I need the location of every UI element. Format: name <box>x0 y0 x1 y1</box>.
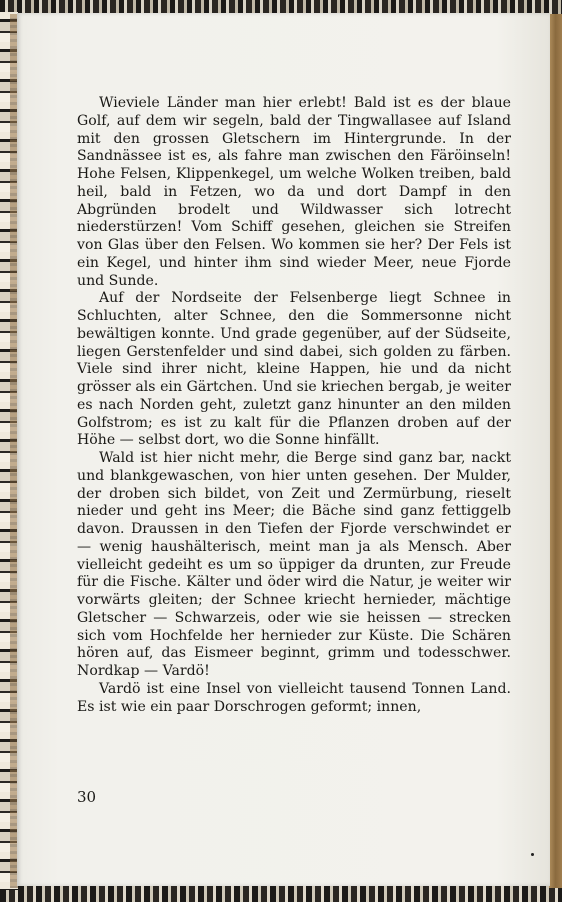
page-edges-right <box>549 14 562 888</box>
paragraph-1: Wieviele Länder man hier erlebt! Bald ist es der blaue Golf, auf dem wir segeln, bald der Tingwallasee auf Island mit den grossen Gletschern im Hintergrunde. In der Sandnässee ist es, als fahre man zwischen den Färöinseln! Hohe Felsen, Klippenkegel, um welche Wolken treiben, bald heil, bald in Fetzen, wo da und dort Dampf in den Abgründen brodelt und Wildwasser sich lotrecht niederstürzen! Vom Schiff gesehen, gleichen sie Streifen von Glas über den Felsen. Wo kommen sie her? Der Fels ist ein Kegel, und hinter ihm sind wieder Meer, neue Fjorde und Sunde. <box>77 95 511 289</box>
paragraph-3: Wald ist hier nicht mehr, die Berge sind ganz bar, nackt und blankgewaschen, von hier unten gesehen. Der Mulder, der droben sich bildet, von Zeit und Zermürbung, rieselt nieder und geht ins Meer; die Bäche sind ganz fettiggelb davon. Draussen in den Tiefen der Fjorde verschwindet er — wenig haushälterisch, meint man ja als Mensch. Aber vielleicht gedeiht es um so üppiger da drunten, zur Freude für die Fische. Kälter und öder wird die Natur, je weiter wir vorwärts gleiten; der Schnee kriecht hernieder, mächtige Gletscher — Schwarzeis, oder wie sie heissen — strecken sich vom Hochfelde her hernieder zur Küste. Die Schären hören auf, das Eismeer beginnt, grimm und todesschwer. Nordkap — Vardö! <box>77 450 511 679</box>
page-number: 30 <box>77 788 97 806</box>
paper-speck <box>531 853 534 856</box>
paragraph-2: Auf der Nordseite der Felsenberge liegt Schnee in Schluchten, alter Schnee, den die Sommersonne nicht bewältigen konnte. Und grade gegenüber, auf der Südseite, liegen Gerstenfelder und sind dabei, sich golden zu färben. Viele sind ihrer nicht, kleine Happen, hie und da nicht grösser als ein Gärtchen. Und sie kriechen bergab, je weiter es nach Norden geht, zuletzt ganz hinunter an den milden Golfstrom; es ist zu kalt für die Pflanzen droben auf der Höhe — selbst dort, wo die Sonne hinfällt. <box>77 290 511 449</box>
body-text <box>77 95 511 716</box>
book-page <box>17 13 550 886</box>
paragraph-4: Vardö ist eine Insel von vielleicht tausend Tonnen Land. Es ist wie ein paar Dorschrogen geformt; innen, <box>77 680 511 715</box>
cover-board-bottom <box>0 884 562 902</box>
